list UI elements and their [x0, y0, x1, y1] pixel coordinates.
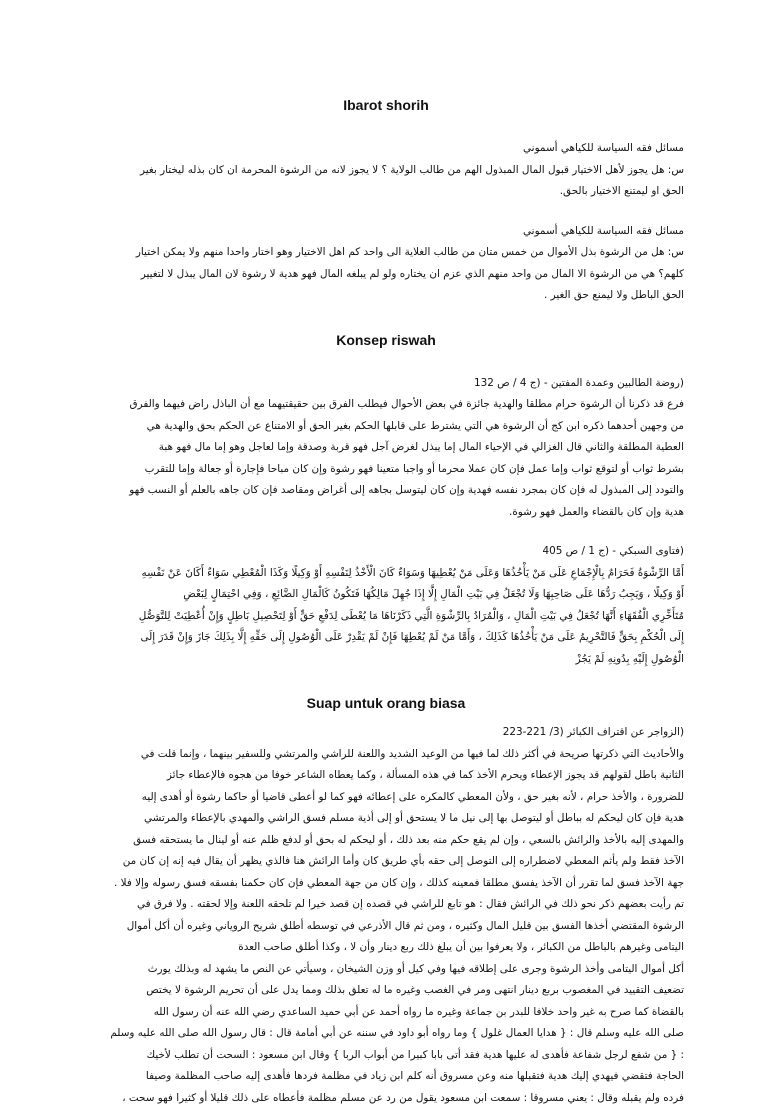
text-line: تم رأيت بعضهم ذكر نحو ذلك في الرائش فقال : هو تابع للراشي في قصده إن قصد خيرا لم تلحقه اللعنة وإلا لحقته . ولا فرق في [88, 894, 684, 916]
document-page [88, 96, 684, 1109]
text-line: هدية وإن كان بالقضاء والعمل فهو رشوة. [88, 502, 684, 524]
text-line: الحق الباطل ولا ليمنع حق الغير . [88, 285, 684, 307]
text-line: : { من شفع لرجل شفاعة فأهدى له عليها هدية فقد أتى بابا كبيرا من أبواب الربا } وقال ابن مسعود : السحت أن تطلب لأخيك [88, 1045, 684, 1067]
text-line: مسائل فقه السياسة للكياهي أسموني [88, 221, 684, 243]
text-line: مُتَأَخِّرِي الْفُقَهَاءِ أَنَّهَا تُجْعَلُ فِي بَيْتِ الْمَالِ ، وَالْمُرَادُ بِالرِّشْوَةِ الَّتِي ذَكَرْنَاهَا مَا يُعْطَى لِدَفْعِ حَقٍّ أَوْ لِتَحْصِيلِ بَاطِلٍ وَإِنْ أُعْطِيَتْ لِلتَّوَصُّلِ [88, 606, 684, 628]
text-line: (فتاوى السبكي - (ج 1 / ص 405 [88, 541, 684, 563]
text-line: تضعيف التقييد في المغصوب بربع دينار انتهى ومر في الغصب وغيره ما له تعلق بذلك ومما يدل على أن تحريم الرشوة لا يختص [88, 980, 684, 1002]
text-line: اليتامى وغيرهم بالباطل من الكبائر ، ولا يعرفوا بين أن يبلغ ذلك ربع دينار وأن لا ، وكذا أطلق صاحب العدة [88, 937, 684, 959]
text-line: والأحاديث التي ذكرتها صريحة في أكثر ذلك لما فيها من الوعيد الشديد واللعنة للراشي والمرتشي وللسفير بينهما ، وإنما قلت في [88, 744, 684, 766]
text-line: صلى الله عليه وسلم قال : { هدايا العمال غلول } وما رواه أبو داود في سننه عن أبي أمامة قال : قال رسول الله صلى الله عليه وسلم [88, 1023, 684, 1045]
text-line: إِلَى الْحُكْمِ بِحَقٍّ فَالتَّحْرِيمُ عَلَى مَنْ يَأْخُذُهَا كَذَلِكَ ، وَأَمَّا مَنْ لَمْ يُعْطِهَا فَإِنْ لَمْ يَقْدِرْ عَلَى الْوُصُولِ إِلَى حَقِّهِ إِلَّا بِذَلِكَ جَازَ وَإِنْ قَدَرَ إِلَى [88, 627, 684, 649]
text-line: س: هل من الرشوة بذل الأموال من خمس متان من طالب الغلاية الى واحد كم اهل الاختيار وهو اختار واحدا منهم ولا يمكن اختيار [88, 242, 684, 264]
text-line: كلهم؟ هي من الرشوة الا المال من واحد منهم الذي عزم ان يختاره ولو لم يبلغه المال فهو هدية لا رشوة لان المال يبذل لا لتغيير [88, 264, 684, 286]
text-line: الثانية باطل لقولهم قد يجوز الإعطاء ويحرم الأخذ كما في هذه المسألة ، وكما يعطاه الشاعر خوفا من هجوه فالإعطاء جائز [88, 765, 684, 787]
text-line: والتودد إلى المبذول له فإن كان بمجرد نفسه فهدية وإن كان ليتوسل بجاهه إلى أغراض ومقاصد فإن كان جاهه بالعلم أو النسب فهو [88, 480, 684, 502]
paragraph-raudhah [88, 373, 684, 524]
text-line: بالقضاة كما صرح به غير واحد خلافا للبدر بن جماعة وغيره ما رواه أحمد عن أبي حميد الساعدي رضي الله عنه أن رسول الله [88, 1002, 684, 1024]
text-line: هدية فإن كان ليحكم له بباطل أو ليتوصل بها إلى نيل ما لا يستحق أو إلى أذية مسلم فسق الراشي والمهدي بالإعطاء والمرتشي [88, 808, 684, 830]
text-line: (روضة الطالبين وعمدة المفتين - (ج 4 / ص 132 [88, 373, 684, 395]
text-line: أَمَّا الرِّشْوَةُ فَحَرَامٌ بِالْإِجْمَاعِ عَلَى مَنْ يَأْخُذُهَا وَعَلَى مَنْ يُعْطِيهَا وَسَوَاءٌ كَانَ الْأَخْذُ لِنَفْسِهِ أَوْ وَكِيلًا وَكَذَا الْمُعْطِي سَوَاءٌ أَكَانَ عَنْ نَفْسِهِ [88, 563, 684, 585]
text-line: الْوُصُولِ إِلَيْهِ بِدُونِهِ لَمْ يَجُزْ [88, 649, 684, 671]
text-line: من وجهين أحدهما ذكره ابن كج أن الرشوة هي التي يشترط على قابلها الحكم بغير الحق أو الامتناع عن الحكم بحق والهدية هي [88, 416, 684, 438]
text-line: فرده ولم يقبله وقال : يعني مسروقا : سمعت ابن مسعود يقول من رد عن مسلم مظلمة فأعطاه على ذلك قليلا أو كثيرا فهو سحت ، [88, 1088, 684, 1109]
paragraph-subki [88, 541, 684, 670]
text-line: س: هل يجوز لأهل الاختيار قبول المال المبذول الهم من طالب الولاية ؟ لا يجوز لانه من الرشوة المحرمة ان كان بذله ليختار بغير [88, 160, 684, 182]
text-line: العطية المطلقة والثاني قال الغزالي في الإحياء المال إما يبذل لغرض آجل فهو قربة وصدقة وإما لعاجل وهو إما مال فهو هبة [88, 437, 684, 459]
text-line: للضرورة ، والأخذ حرام ، لأنه بغير حق ، ولأن المعطي كالمكره على إعطائه فهو كما لو أعطى قاضيا أو حاكما رشوة أو أهدى إليه [88, 787, 684, 809]
paragraph-ibarot-2 [88, 221, 684, 307]
text-line: (الزواجر عن اقتراف الكبائر (3/ 221-223 [88, 722, 684, 744]
text-line: الحاجة فتقضي فيهدي إليك هدية فتقبلها منه وعن مسروق أنه كلم ابن زياد في مظلمة فردها فأهدى إليه صاحب المظلمة وصيفا [88, 1066, 684, 1088]
text-line: أَوْ وَكِيلًا ، وَيَجِبُ رَدُّهَا عَلَى صَاحِبِهَا وَلَا تُجْعَلُ فِي بَيْتِ الْمَالِ إِلَّا إِذَا جُهِلَ مَالِكُهَا فَتَكُونُ كَالْمَالِ الضَّائِعِ ، وَفِي احْتِمَالٍ لِبَعْضِ [88, 584, 684, 606]
paragraph-ibarot-1 [88, 138, 684, 203]
text-line: الآخذ فقط ولم يأثم المعطي لاضطراره إلى التوصل إلى حقه بأي طريق كان وأما الرائش هنا فالذي يظهر أن يقال فيه إنه إن كان من [88, 851, 684, 873]
text-line: مسائل فقه السياسة للكياهي أسموني [88, 138, 684, 160]
paragraph-zawajir [88, 722, 684, 1109]
text-line: فرع قد ذكرنا أن الرشوة حرام مطلقا والهدية جائزة في بعض الأحوال فيطلب الفرق بين حقيقتيهما مع أن الباذل راض فيهما والفرق [88, 394, 684, 416]
text-line: بشرط ثواب أو لتوقع ثواب وإما عمل فإن كان عملا محرما أو واجبا متعينا فهو رشوة وإن كان مباحا فإجارة أو جعالة وإما للتقرب [88, 459, 684, 481]
text-line: الحق او ليمتنع الاختيار بالحق. [88, 181, 684, 203]
text-line: أكل أموال اليتامى وأخذ الرشوة وجرى على إطلاقه فيها وفي كيل أو وزن الشيخان ، وسيأتي عن النص ما يشهد له وبذلك يورث [88, 959, 684, 981]
section-heading-suap-orang-biasa: Suap untuk orang biasa [88, 694, 684, 712]
text-line: والمهدى إليه بالأخذ والرائش بالسعي ، وإن لم يقع حكم منه بعد ذلك ، أو ليحكم له بحق أو لدفع ظلم عنه أو لينال ما يستحقه فسق [88, 830, 684, 852]
section-heading-konsep-riswah: Konsep riswah [88, 331, 684, 349]
text-line: الرشوة المقتضي أخذها الفسق بين قليل المال وكثيره ، ومن ثم قال الأذرعي في توسطه أطلق شريح الروياني وغيره أن أكل أموال [88, 916, 684, 938]
text-line: جهة الآخذ فسق لما تقرر أن الآخذ يفسق مطلقا فمعينه كذلك ، وإن كان من جهة المعطي فإن كان حكمنا بفسقه فسق رسوله وإلا فلا . [88, 873, 684, 895]
section-heading-ibarot-shorih: Ibarot shorih [88, 96, 684, 114]
